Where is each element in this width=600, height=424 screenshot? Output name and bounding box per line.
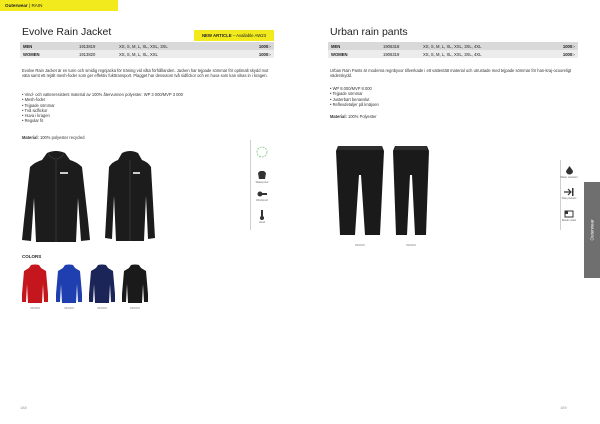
- color-swatch-navy: [88, 264, 116, 304]
- side-section-tab[interactable]: [584, 182, 600, 278]
- left-sku-table: [20, 42, 274, 58]
- row-price: 1000:-: [234, 42, 274, 50]
- row-price: 1000:-: [538, 50, 578, 58]
- swatch-caption: 999000: [129, 306, 140, 310]
- new-article-badge: [194, 30, 274, 41]
- bullet-item: • Justerbart benavslut: [330, 96, 370, 102]
- row-price: 1000:-: [538, 42, 578, 50]
- right-description: Urban Rain Pants är moderna regnbyxor tillverkade i ett vattentätt material och utrustade med tejpade sömmar för han-kraj-ocooreligt väderskydd.: [330, 68, 572, 79]
- row-sizes: XS, S, M, L, XL, XXL, 3XL: [116, 42, 234, 50]
- bullet-item: • Regular fit: [22, 118, 44, 124]
- right-material: [330, 114, 377, 119]
- table-row: [20, 50, 274, 58]
- left-description: Evolve Rain Jacket är en tunn och smidig regnjacka för träning vid våta förhållanden. Jacken har tejpade sömmar för optimalt skydd mot väta samt ett rejält mesh-foder som ger effektiv fukttransport. Plagget har dessutom två sidfickor och en huva som kan vikas in i kragen.: [22, 68, 269, 79]
- table-row: [328, 50, 578, 58]
- feature-zip-pocket: [251, 190, 273, 202]
- feature-label: Water resistant: [560, 176, 578, 179]
- bullet-item: • Mesh-foder: [22, 97, 46, 103]
- bullet-item: • Reflexdetaljer på knäjoen: [330, 101, 379, 107]
- pants-men-photo: [334, 145, 386, 238]
- feature-side-pockets: [558, 188, 580, 200]
- row-sku: 1906319: [380, 50, 420, 58]
- feature-label: Waterproof: [255, 181, 269, 184]
- thermometer-icon: [258, 210, 266, 220]
- category-sub: RAIN: [31, 3, 43, 8]
- feature-waterproof: [251, 146, 273, 158]
- right-bullet-list: [330, 86, 576, 107]
- recycle-icon: [256, 146, 268, 158]
- feature-label: Side pockets: [561, 197, 577, 200]
- drop-icon: [565, 166, 574, 175]
- feature-elastic-waist: [558, 210, 580, 222]
- key-icon: [257, 190, 267, 198]
- feature-label: Elastic waist: [561, 219, 577, 222]
- page-number-left: 188: [20, 405, 27, 410]
- category-tab: Outerwear | RAIN: [0, 0, 118, 11]
- row-sku: 1906318: [380, 42, 420, 50]
- bullet-item: • Tejpade sömmar: [22, 102, 55, 108]
- bullet-item: • Huva i kragen: [22, 113, 50, 119]
- jacket-front-photo: [20, 150, 92, 245]
- swatch-caption: 346000: [63, 306, 74, 310]
- row-group: WOMEN: [328, 50, 380, 58]
- feature-label: Hood: [258, 221, 266, 224]
- bullet-item: • Två sidfickor: [22, 107, 48, 113]
- left-product-title: Evolve Rain Jacket: [22, 26, 112, 38]
- jacket-icon: [257, 170, 267, 180]
- bullet-item: • Vind- och vattenresistent material av 100% återvunnen polyester. WP 3 000/MVP 3 000: [22, 92, 183, 97]
- waistband-icon: [564, 210, 574, 218]
- feature-windproof: [251, 170, 273, 184]
- table-row: [20, 42, 274, 50]
- row-sku: 1913820: [76, 50, 116, 58]
- right-product-title: Urban rain pants: [330, 26, 408, 38]
- badge-rest: – Available AW23: [231, 33, 267, 38]
- color-swatch-black: [121, 264, 149, 304]
- page-number-right: 189: [560, 405, 567, 410]
- swatch-caption: 396000: [96, 306, 107, 310]
- left-material: [22, 135, 85, 140]
- colors-label: COLORS: [22, 254, 42, 259]
- category-section: Outerwear: [5, 3, 28, 8]
- material-value: 100% polyester recycled: [38, 135, 85, 140]
- right-sku-table: [328, 42, 578, 58]
- row-price: 1000:-: [234, 50, 274, 58]
- bullet-item: • WP 8.000/MVP 8.000: [330, 86, 372, 91]
- color-swatch-blue: [55, 264, 83, 304]
- arrow-in-icon: [564, 188, 574, 196]
- row-group: WOMEN: [20, 50, 76, 58]
- jacket-women-photo: [104, 150, 156, 244]
- side-tab-label: Outerwear: [589, 219, 595, 241]
- feature-label: Windproof: [256, 199, 268, 202]
- row-group: MEN: [20, 42, 76, 50]
- color-swatch-red: [21, 264, 49, 304]
- bullet-item: • Tejpade sömmar: [330, 91, 363, 97]
- row-sizes: XS, S, M, L, XL, XXL, 3XL, 4XL: [420, 42, 538, 50]
- pants-caption: 999000: [354, 243, 365, 247]
- left-bullet-list: [22, 92, 272, 124]
- row-sizes: XS, S, M, L, XL, XXL, 3XL, 4XL: [420, 50, 538, 58]
- row-sku: 1913819: [76, 42, 116, 50]
- badge-strong: NEW ARTICLE: [201, 33, 232, 38]
- material-label: Material:: [22, 135, 39, 140]
- table-row: [328, 42, 578, 50]
- row-sizes: XS, S, M, L, XL, XXL: [116, 50, 234, 58]
- row-group: MEN: [328, 42, 380, 50]
- pants-women-photo: [391, 145, 431, 238]
- material-value: 100% Polyester: [346, 114, 377, 119]
- material-label: Material:: [330, 114, 347, 119]
- pants-caption: 999000: [405, 243, 416, 247]
- feature-water-resistant: [558, 166, 580, 179]
- feature-hood: [251, 210, 273, 224]
- swatch-caption: 430000: [29, 306, 40, 310]
